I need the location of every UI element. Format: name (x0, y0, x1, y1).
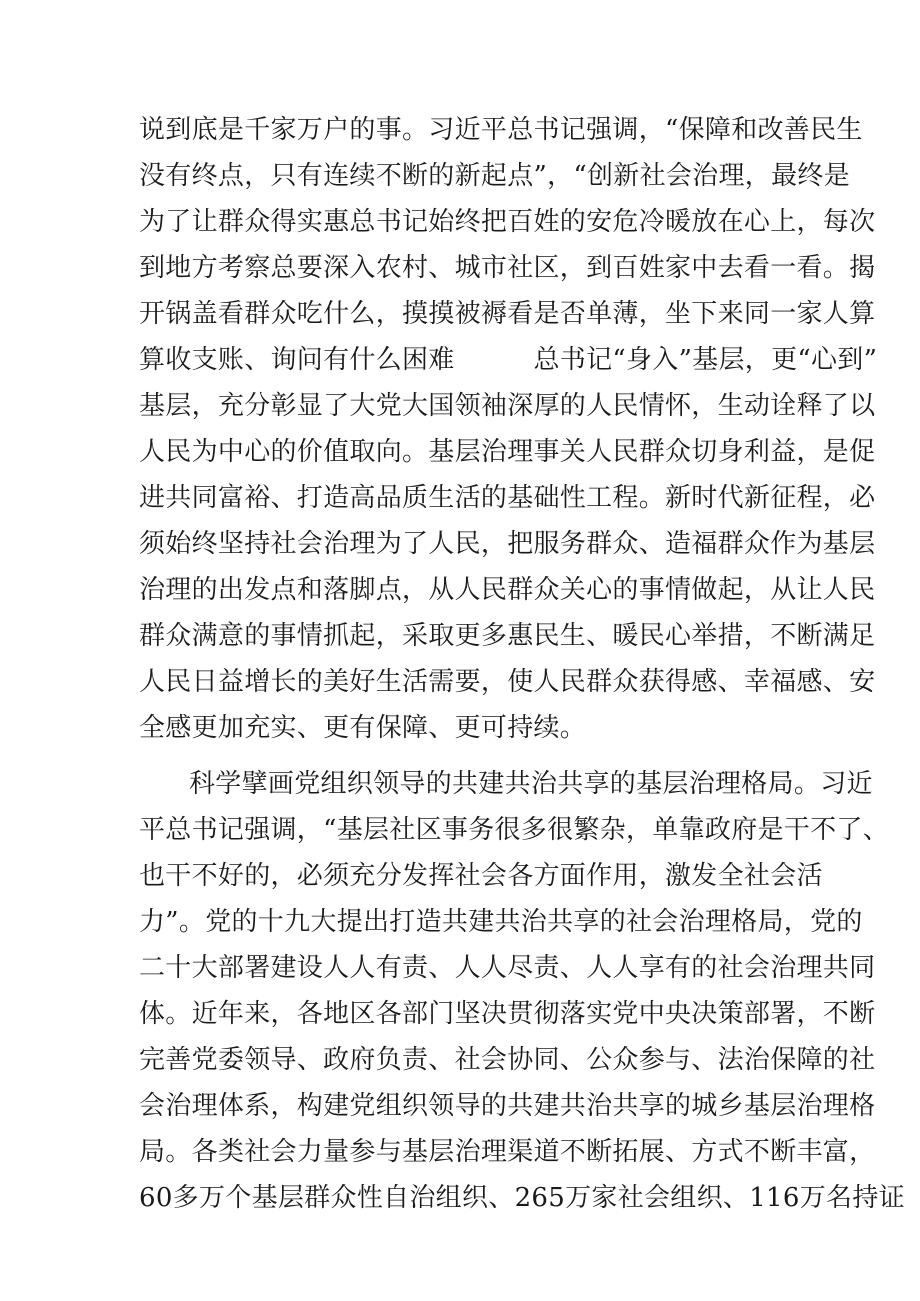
text-line: 须始终坚持社会治理为了人民，把服务群众、造福群众作为基层 (139, 529, 876, 559)
text-line: 会治理体系，构建党组织领导的共建共治共享的城乡基层治理格 (139, 1091, 876, 1121)
text-line: 体。近年来，各地区各部门坚决贯彻落实党中央决策部署，不断 (139, 999, 876, 1029)
text-line: 人民日益增长的美好生活需要，使人民群众获得感、幸福感、安 (139, 667, 876, 697)
text-line: 力”。党的十九大提出打造共建共治共享的社会治理格局，党的 (139, 907, 863, 937)
text-line: 科学擘画党组织领导的共建共治共享的基层治理格局。习近 (189, 769, 873, 799)
text-line: 开锅盖看群众吃什么，摸摸被褥看是否单薄，坐下来同一家人算 (139, 299, 876, 329)
text-line: 治理的出发点和落脚点，从人民群众关心的事情做起，从让人民 (139, 575, 876, 605)
text-line: 全感更加充实、更有保障、更可持续。 (139, 713, 587, 743)
text-line: 为了让群众得实惠总书记始终把百姓的安危冷暖放在心上，每次 (139, 207, 876, 237)
text-line: 平总书记强调，“基层社区事务很多很繁杂，单靠政府是干不了、 (139, 815, 889, 845)
text-line: 基层，充分彰显了大党大国领袖深厚的人民情怀，生动诠释了以 (139, 391, 876, 421)
text-line: 群众满意的事情抓起，采取更多惠民生、暖民心举措，不断满足 (139, 621, 876, 651)
text-line: 完善党委领导、政府负责、社会协同、公众参与、法治保障的社 (139, 1045, 876, 1075)
text-line: 二十大部署建设人人有责、人人尽责、人人享有的社会治理共同 (139, 953, 876, 983)
text-line: 没有终点，只有连续不断的新起点”，“创新社会治理，最终是 (139, 161, 850, 191)
text-line: 进共同富裕、打造高品质生活的基础性工程。新时代新征程，必 (139, 483, 876, 513)
text-line: 60多万个基层群众性自治组织、265万家社会组织、116万名持证 (139, 1183, 905, 1213)
text-line: 到地方考察总要深入农村、城市社区，到百姓家中去看一看。揭 (139, 253, 876, 283)
text-line: 人民为中心的价值取向。基层治理事关人民群众切身利益，是促 (139, 437, 876, 467)
text-line: 局。各类社会力量参与基层治理渠道不断拓展、方式不断丰富， (139, 1137, 876, 1167)
text-line: 说到底是千家万户的事。习近平总书记强调，“保障和改善民生 (139, 115, 863, 145)
text-line: 也干不好的，必须充分发挥社会各方面作用，激发全社会活 (139, 861, 823, 891)
text-line: 算收支账、询问有什么困难 总书记“身入”基层，更“心到” (139, 345, 878, 375)
